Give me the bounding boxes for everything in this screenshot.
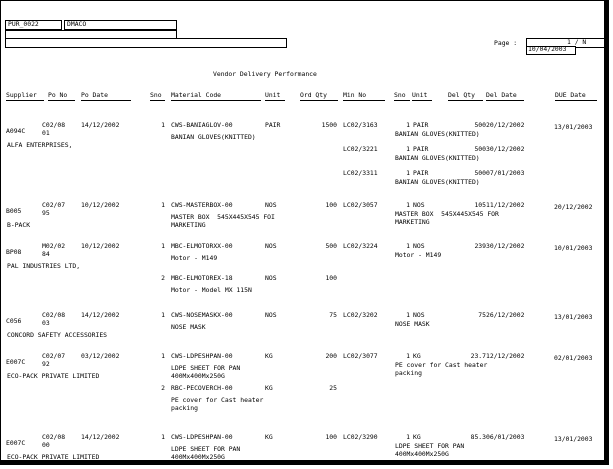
col-supplier: Supplier xyxy=(6,91,37,99)
blank-field-2[interactable] xyxy=(5,38,287,48)
min-no: LC02/3221 xyxy=(343,145,378,153)
material-desc: Motor - Model MX 115N xyxy=(171,286,252,294)
line-unit: NOS xyxy=(265,311,277,319)
del-qty: 239 xyxy=(474,242,486,250)
line-sno: 1 xyxy=(161,201,165,209)
min-no: LC02/3077 xyxy=(343,352,378,360)
ord-qty: 25 xyxy=(329,384,337,392)
material-code: CWS-MASTERBOX-00 xyxy=(171,201,233,209)
due-date: 13/01/2003 xyxy=(554,313,593,321)
line-sno: 2 xyxy=(161,274,165,282)
line-unit: KG xyxy=(265,352,273,360)
receipt-sno: 1 xyxy=(406,121,410,129)
material-desc-2: 400Mx400Mx250G xyxy=(171,372,225,380)
ord-qty: 1500 xyxy=(321,121,337,129)
receipt-desc: BANIAN GLOVES(KNITTED) xyxy=(395,154,480,162)
po-no-suffix: 95 xyxy=(42,209,50,217)
col-unit-2: Unit xyxy=(412,91,428,99)
receipt-desc: BANIAN GLOVES(KNITTED) xyxy=(395,130,480,138)
material-code: CWS-LDPESHPAN-00 xyxy=(171,352,233,360)
col-del-date: Del Date xyxy=(486,91,517,99)
ord-qty: 200 xyxy=(325,352,337,360)
supplier-code: E007C xyxy=(6,358,26,366)
report-title: Vendor Delivery Performance xyxy=(213,70,317,78)
po-no: C02/08 xyxy=(42,433,66,441)
report-code: PUR_0022 xyxy=(8,20,39,28)
material-desc: NOSE MASK xyxy=(171,323,206,331)
line-unit: NOS xyxy=(265,274,277,282)
receipt-desc-2: MARKETING xyxy=(395,218,430,226)
line-sno: 1 xyxy=(161,352,165,360)
page-number: 1 / N xyxy=(567,38,587,46)
supplier-code: B005 xyxy=(6,207,22,215)
receipt-sno: 1 xyxy=(406,352,410,360)
receipt-unit: NOS xyxy=(413,242,425,250)
company-name: DMACO xyxy=(67,20,87,28)
line-unit: NOS xyxy=(265,242,277,250)
receipt-unit: PAIR xyxy=(413,145,429,153)
po-no-suffix: 00 xyxy=(42,441,50,449)
supplier-name: B-PACK xyxy=(7,221,31,229)
po-no-suffix: 92 xyxy=(42,360,50,368)
col-po-no: Po No xyxy=(48,91,68,99)
supplier-code: E007C xyxy=(6,439,26,447)
company-field[interactable] xyxy=(64,20,177,30)
material-desc-2: 400Mx400Mx250G xyxy=(171,453,225,461)
po-no: C02/07 xyxy=(42,201,66,209)
receipt-desc-2: packing xyxy=(395,369,422,377)
po-date: 10/12/2002 xyxy=(81,242,120,250)
receipt-unit: NOS xyxy=(413,201,425,209)
col-sno: Sno xyxy=(150,91,162,99)
material-desc-2: MARKETING xyxy=(171,221,206,229)
po-no: C02/08 xyxy=(42,311,66,319)
due-date: 20/12/2002 xyxy=(554,203,593,211)
del-date: 06/01/2003 xyxy=(486,433,525,441)
receipt-unit: KG xyxy=(413,433,421,441)
col-sno-2: Sno xyxy=(394,91,406,99)
ord-qty: 100 xyxy=(325,433,337,441)
due-date: 02/01/2003 xyxy=(554,354,593,362)
receipt-sno: 1 xyxy=(406,169,410,177)
col-min-no: Min No xyxy=(343,91,367,99)
del-date: 11/12/2002 xyxy=(486,201,525,209)
col-po-date: Po Date xyxy=(81,91,108,99)
po-no: M02/02 xyxy=(42,242,66,250)
receipt-unit: KG xyxy=(413,352,421,360)
receipt-desc-2: 400Mx400Mx250G xyxy=(395,450,449,458)
del-qty: 23.7 xyxy=(470,352,486,360)
line-sno: 1 xyxy=(161,121,165,129)
line-unit: KG xyxy=(265,384,273,392)
receipt-desc: MASTER BOX 545X445X545 FOR xyxy=(395,210,499,218)
supplier-name: PAL INDUSTRIES LTD, xyxy=(7,262,81,270)
material-code: RBC-PECOVERCH-00 xyxy=(171,384,233,392)
supplier-name: ALFA ENTERPRISES, xyxy=(7,141,73,149)
receipt-unit: PAIR xyxy=(413,121,429,129)
col-unit: Unit xyxy=(265,91,281,99)
ord-qty: 100 xyxy=(325,274,337,282)
material-desc: PE cover for Cast heater xyxy=(171,396,264,404)
po-date: 14/12/2002 xyxy=(81,121,120,129)
del-date: 30/12/2002 xyxy=(486,145,525,153)
supplier-name: CONCORD SAFETY ACCESSORIES xyxy=(7,331,108,339)
material-desc-2: packing xyxy=(171,404,198,412)
ord-qty: 500 xyxy=(325,242,337,250)
receipt-sno: 1 xyxy=(406,242,410,250)
receipt-sno: 1 xyxy=(406,311,410,319)
material-code: CWS-LDPESHPAN-00 xyxy=(171,433,233,441)
receipt-desc: PE cover for Cast heater xyxy=(395,361,488,369)
receipt-sno: 1 xyxy=(406,433,410,441)
receipt-desc: BANIAN GLOVES(KNITTED) xyxy=(395,178,480,186)
po-date: 14/12/2002 xyxy=(81,433,120,441)
po-date: 14/12/2002 xyxy=(81,311,120,319)
del-date: 12/12/2002 xyxy=(486,352,525,360)
col-del-qty: Del Qty xyxy=(448,91,475,99)
material-code: MBC-ELMOTORXX-00 xyxy=(171,242,233,250)
del-qty: 500 xyxy=(474,121,486,129)
min-no: LC02/3057 xyxy=(343,201,378,209)
min-no: LC02/3163 xyxy=(343,121,378,129)
receipt-sno: 1 xyxy=(406,145,410,153)
line-unit: KG xyxy=(265,433,273,441)
supplier-name: ECO-PACK PRIVATE LIMITED xyxy=(7,372,100,380)
del-qty: 85.3 xyxy=(470,433,486,441)
del-date: 26/12/2002 xyxy=(486,311,525,319)
supplier-code: C056 xyxy=(6,317,22,325)
receipt-unit: PAIR xyxy=(413,169,429,177)
col-material-code: Material Code xyxy=(171,91,222,99)
receipt-desc: Motor - M149 xyxy=(395,251,442,259)
line-unit: PAIR xyxy=(265,121,281,129)
po-no-suffix: 84 xyxy=(42,250,50,258)
material-desc: BANIAN GLOVES(KNITTED) xyxy=(171,133,256,141)
material-desc: LDPE SHEET FOR PAN xyxy=(171,445,241,453)
receipt-desc: LDPE SHEET FOR PAN xyxy=(395,442,465,450)
material-desc: MASTER BOX 545X445X545 FOI xyxy=(171,213,275,221)
report-date: 10/04/2003 xyxy=(528,45,567,53)
line-sno: 1 xyxy=(161,433,165,441)
material-code: CWS-NOSEMASKX-00 xyxy=(171,311,233,319)
page-label: Page : xyxy=(494,39,518,47)
line-unit: NOS xyxy=(265,201,277,209)
del-date: 07/01/2003 xyxy=(486,169,525,177)
report-code-field[interactable] xyxy=(5,20,62,30)
line-sno: 1 xyxy=(161,311,165,319)
receipt-sno: 1 xyxy=(406,201,410,209)
report-date-field[interactable] xyxy=(526,46,576,55)
po-no-suffix: 03 xyxy=(42,319,50,327)
receipt-desc: NOSE MASK xyxy=(395,320,430,328)
del-qty: 105 xyxy=(474,201,486,209)
po-date: 10/12/2002 xyxy=(81,201,120,209)
del-date: 20/12/2002 xyxy=(486,121,525,129)
del-qty: 500 xyxy=(474,169,486,177)
material-desc: LDPE SHEET FOR PAN xyxy=(171,364,241,372)
due-date: 10/01/2003 xyxy=(554,244,593,252)
col-ord-qty: Ord Qty xyxy=(300,91,327,99)
ord-qty: 75 xyxy=(329,311,337,319)
line-sno: 2 xyxy=(161,384,165,392)
po-date: 03/12/2002 xyxy=(81,352,120,360)
del-date: 30/12/2002 xyxy=(486,242,525,250)
material-desc: Motor - M149 xyxy=(171,254,218,262)
del-qty: 75 xyxy=(478,311,486,319)
po-no-suffix: 01 xyxy=(42,129,50,137)
supplier-code: BP08 xyxy=(6,248,22,256)
min-no: LC02/3311 xyxy=(343,169,378,177)
receipt-unit: NOS xyxy=(413,311,425,319)
del-qty: 500 xyxy=(474,145,486,153)
due-date: 13/01/2003 xyxy=(554,435,593,443)
supplier-code: A094C xyxy=(6,127,26,135)
material-code: CWS-BANIAGLOV-00 xyxy=(171,121,233,129)
material-code: MBC-ELMOTOREX-18 xyxy=(171,274,233,282)
line-sno: 1 xyxy=(161,242,165,250)
col-due-date: DUE Date xyxy=(555,91,586,99)
ord-qty: 100 xyxy=(325,201,337,209)
due-date: 13/01/2003 xyxy=(554,123,593,131)
po-no: C02/07 xyxy=(42,352,66,360)
po-no: C02/08 xyxy=(42,121,66,129)
min-no: LC02/3290 xyxy=(343,433,378,441)
supplier-name: ECO-PACK PRIVATE LIMITED xyxy=(7,453,100,461)
min-no: LC02/3202 xyxy=(343,311,378,319)
min-no: LC02/3224 xyxy=(343,242,378,250)
